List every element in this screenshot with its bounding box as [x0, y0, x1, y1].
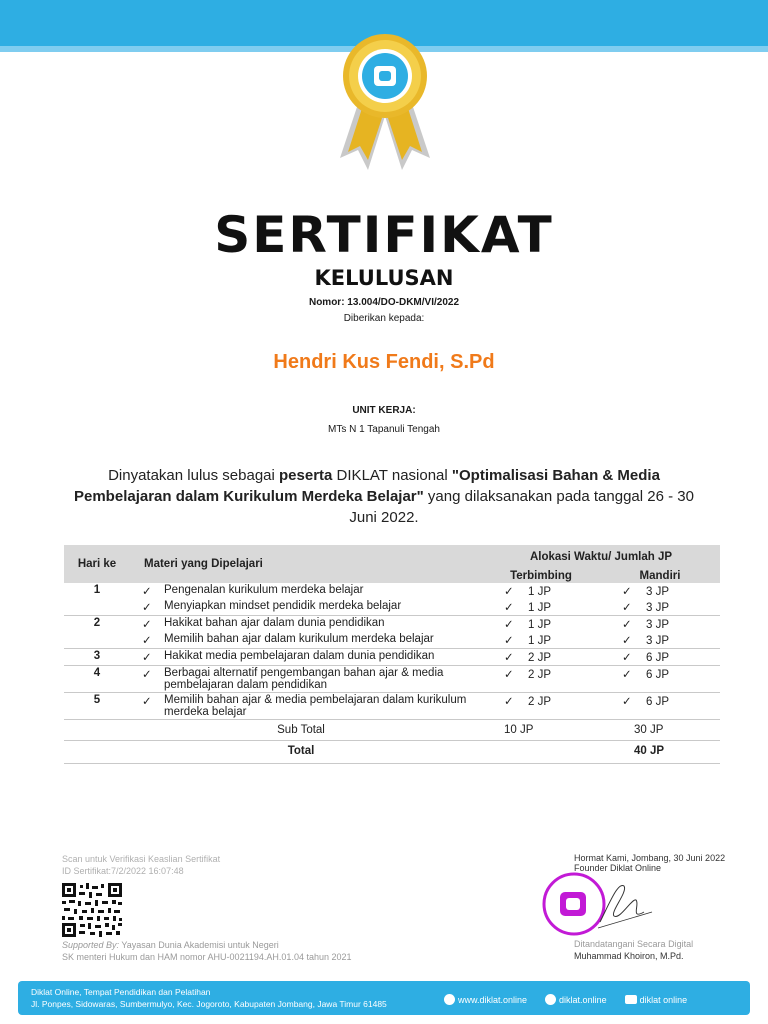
footer-links: [444, 994, 687, 1005]
check-icon: ✓: [504, 669, 514, 681]
guided-jp: 2 JP: [528, 696, 552, 708]
check-icon: ✓: [622, 602, 632, 614]
header-allocation: Alokasi Waktu/ Jumlah JP: [482, 545, 720, 569]
footer-website: www.diklat.online: [458, 994, 528, 1005]
check-icon: ✓: [504, 619, 514, 631]
check-icon: ✓: [142, 635, 152, 647]
youtube-icon: [625, 995, 637, 1004]
independent-jp: 6 JP: [646, 669, 670, 681]
day-number: 4: [64, 666, 130, 693]
subtotal-guided: 10 JP: [482, 720, 600, 741]
verification-block: [62, 853, 220, 877]
total-row: [64, 741, 720, 764]
footer-instagram-link[interactable]: [545, 994, 607, 1005]
day-number: 3: [64, 649, 130, 666]
statement-part: Dinyatakan lulus sebagai: [108, 467, 280, 484]
material-cell: [130, 649, 482, 666]
unit-label: UNIT KERJA:: [352, 405, 416, 416]
check-icon: ✓: [142, 586, 152, 598]
check-icon: ✓: [622, 635, 632, 647]
check-icon: ✓: [142, 669, 152, 681]
sk-text: SK menteri Hukum dan HAM nomor AHU-0021194.AH.01.04 tahun 2021: [62, 952, 352, 962]
check-icon: ✓: [504, 602, 514, 614]
check-icon: ✓: [504, 635, 514, 647]
total-spacer: [482, 741, 600, 764]
footer-website-link[interactable]: [444, 994, 527, 1005]
day-number: 1: [64, 583, 130, 616]
certificate-number: Nomor: 13.004/DO-DKM/VI/2022: [308, 297, 460, 308]
guided-cell: [482, 599, 600, 616]
guided-cell: [482, 693, 600, 720]
statement-date: yang dilaksanakan pada tanggal 26 - 30 Juni 2022.: [349, 488, 694, 526]
course-title: "Optimalisasi Bahan & Media Pembelajaran dalam Kurikulum Merdeka Belajar": [74, 467, 660, 505]
certificate-id: ID Sertifikat:7/2/2022 16:07:48: [62, 866, 184, 876]
footer-address: [31, 986, 387, 1010]
material-cell: [130, 666, 482, 693]
unit-name: MTs N 1 Tapanuli Tengah: [328, 424, 440, 435]
check-icon: ✓: [622, 696, 632, 708]
guided-jp: 1 JP: [528, 602, 552, 614]
given-to-label: Diberikan kepada:: [343, 313, 425, 324]
table-row: [64, 649, 720, 666]
total-value: 40 JP: [600, 741, 720, 764]
independent-cell: [600, 649, 720, 666]
independent-cell: [600, 666, 720, 693]
independent-cell: [600, 632, 720, 649]
check-icon: ✓: [142, 696, 152, 708]
statement-part: DIKLAT nasional: [332, 467, 452, 484]
check-icon: ✓: [622, 619, 632, 631]
signature-block: [574, 853, 725, 873]
material-cell: [130, 583, 482, 599]
material-text: Pengenalan kurikulum merdeka belajar: [164, 584, 364, 596]
curriculum-table: [64, 545, 720, 764]
check-icon: ✓: [142, 619, 152, 631]
material-cell: [130, 599, 482, 616]
statement-paragraph: [60, 465, 708, 528]
footer-bar: [18, 981, 750, 1015]
certificate-subtitle: KELULUSAN: [314, 266, 454, 290]
independent-jp: 3 JP: [646, 635, 670, 647]
check-icon: ✓: [142, 652, 152, 664]
material-cell: [130, 693, 482, 720]
header-day: Hari ke: [64, 545, 130, 583]
footer-line-1: Diklat Online, Tempat Pendidikan dan Pelatihan: [31, 987, 211, 997]
footer-line-2: Jl. Ponpes, Sidowaras, Sumbermulyo, Kec. Jogoroto, Kabupaten Jombang, Jawa Timur 61485: [31, 999, 387, 1009]
scan-text: Scan untuk Verifikasi Keaslian Sertifikat: [62, 854, 221, 864]
independent-jp: 6 JP: [646, 652, 670, 664]
day-number: 2: [64, 616, 130, 649]
independent-jp: 3 JP: [646, 602, 670, 614]
material-text: Berbagai alternatif pengembangan bahan ajar & media pembelajaran dalam pendidikan: [164, 667, 444, 691]
guided-jp: 1 JP: [528, 586, 552, 598]
header-independent: Mandiri: [600, 569, 720, 583]
instagram-icon: [545, 994, 556, 1005]
check-icon: ✓: [504, 586, 514, 598]
digital-seal-icon: [540, 872, 660, 936]
check-icon: ✓: [504, 696, 514, 708]
material-cell: [130, 632, 482, 649]
digital-signature-note: Ditandatangani Secara Digital: [574, 939, 694, 949]
guided-cell: [482, 616, 600, 633]
check-icon: ✓: [142, 602, 152, 614]
independent-jp: 3 JP: [646, 586, 670, 598]
day-number: 5: [64, 693, 130, 720]
medal-icon: [330, 28, 440, 178]
header-material: Materi yang Dipelajari: [130, 545, 482, 583]
signatory-name: Muhammad Khoiron, M.Pd.: [574, 951, 684, 961]
material-cell: [130, 616, 482, 633]
subtotal-label: Sub Total: [64, 720, 482, 741]
signature-role: Founder Diklat Online: [574, 863, 662, 873]
independent-cell: [600, 616, 720, 633]
table-row: [64, 666, 720, 693]
table-row: [64, 583, 720, 599]
supported-label: Supported By:: [62, 940, 120, 950]
material-text: Menyiapkan mindset pendidik merdeka belajar: [164, 600, 402, 612]
check-icon: ✓: [622, 669, 632, 681]
check-icon: ✓: [504, 652, 514, 664]
independent-cell: [600, 599, 720, 616]
supported-block: [62, 939, 352, 963]
qr-code[interactable]: [62, 883, 122, 937]
table-row: [64, 616, 720, 633]
table-row: [64, 632, 720, 649]
certificate-title: SERTIFIKAT: [214, 206, 554, 264]
check-icon: ✓: [622, 586, 632, 598]
subtotal-independent: 30 JP: [600, 720, 720, 741]
supported-by: Yayasan Dunia Akademisi untuk Negeri: [119, 940, 279, 950]
footer-instagram: diklat.online: [559, 994, 607, 1005]
guided-cell: [482, 666, 600, 693]
guided-cell: [482, 649, 600, 666]
independent-cell: [600, 583, 720, 599]
table-row: [64, 693, 720, 720]
recipient-name: Hendri Kus Fendi, S.Pd: [273, 351, 495, 373]
footer-youtube: diklat online: [639, 994, 688, 1005]
independent-jp: 6 JP: [646, 696, 670, 708]
check-icon: ✓: [622, 652, 632, 664]
table-row: [64, 599, 720, 616]
header-guided: Terbimbing: [482, 569, 600, 583]
subtotal-row: [64, 720, 720, 741]
independent-cell: [600, 693, 720, 720]
material-text: Memilih bahan ajar & media pembelajaran dalam kurikulum merdeka belajar: [164, 694, 467, 718]
guided-jp: 2 JP: [528, 669, 552, 681]
footer-youtube-link[interactable]: [625, 995, 688, 1005]
guided-jp: 1 JP: [528, 619, 552, 631]
total-label: Total: [64, 741, 482, 764]
globe-icon: [444, 994, 455, 1005]
guided-jp: 1 JP: [528, 635, 552, 647]
material-text: Hakikat bahan ajar dalam dunia pendidikan: [164, 617, 385, 629]
statement-participant: peserta: [279, 467, 333, 484]
material-text: Hakikat media pembelajaran dalam dunia pendidikan: [164, 650, 435, 662]
guided-jp: 2 JP: [528, 652, 552, 664]
independent-jp: 3 JP: [646, 619, 670, 631]
guided-cell: [482, 583, 600, 599]
material-text: Memilih bahan ajar dalam kurikulum merdeka belajar: [164, 633, 434, 645]
guided-cell: [482, 632, 600, 649]
signature-place-date: Hormat Kami, Jombang, 30 Juni 2022: [574, 853, 726, 863]
